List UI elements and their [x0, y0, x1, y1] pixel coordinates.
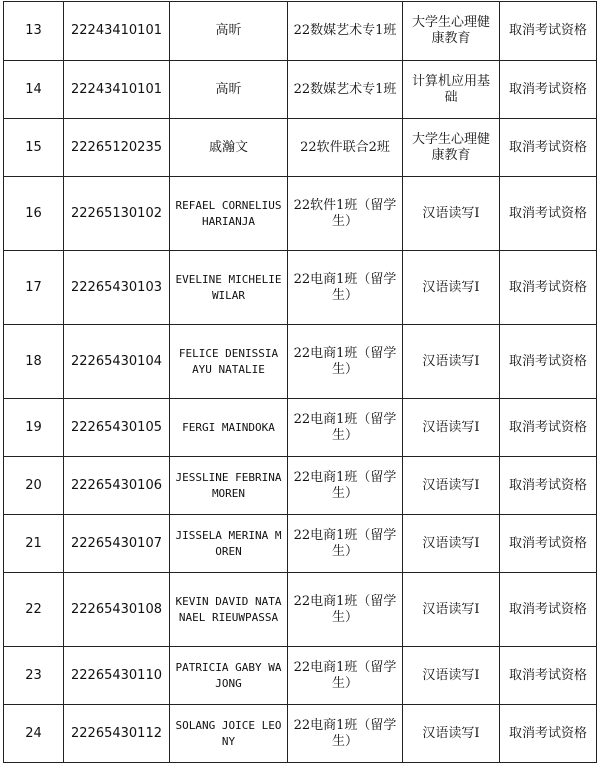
table-row — [4, 647, 597, 705]
student-name-cell: 高昕 — [170, 2, 288, 61]
course-name-cell: 汉语读写Ⅰ — [403, 325, 500, 399]
course-name-cell: 大学生心理健康教育 — [403, 2, 500, 61]
result-status-cell: 取消考试资格 — [500, 325, 597, 399]
table-row — [4, 705, 597, 763]
row-number-cell: 13 — [4, 2, 64, 61]
row-number-cell: 19 — [4, 399, 64, 457]
class-name-cell: 22电商1班（留学生） — [288, 325, 403, 399]
student-id-cell: 22265430103 — [64, 251, 170, 325]
row-number-cell: 20 — [4, 457, 64, 515]
class-name-cell: 22软件1班（留学生） — [288, 177, 403, 251]
student-name-cell: 戚瀚文 — [170, 119, 288, 177]
student-id-cell: 22243410101 — [64, 2, 170, 61]
row-number-cell: 17 — [4, 251, 64, 325]
student-id-cell: 22265120235 — [64, 119, 170, 177]
course-name-cell: 汉语读写Ⅰ — [403, 251, 500, 325]
result-status-cell: 取消考试资格 — [500, 2, 597, 61]
table-row — [4, 457, 597, 515]
result-status-cell: 取消考试资格 — [500, 61, 597, 119]
student-id-cell: 22265430110 — [64, 647, 170, 705]
student-id-cell: 22265430104 — [64, 325, 170, 399]
student-id-cell: 22265430106 — [64, 457, 170, 515]
student-name-cell: PATRICIA GABY WAJONG — [170, 647, 288, 705]
row-number-cell: 15 — [4, 119, 64, 177]
table-row — [4, 399, 597, 457]
result-status-cell: 取消考试资格 — [500, 399, 597, 457]
student-name-cell: 高昕 — [170, 61, 288, 119]
course-name-cell: 汉语读写Ⅰ — [403, 457, 500, 515]
course-name-cell: 汉语读写Ⅰ — [403, 705, 500, 763]
row-number-cell: 14 — [4, 61, 64, 119]
class-name-cell: 22电商1班（留学生） — [288, 705, 403, 763]
course-name-cell: 汉语读写Ⅰ — [403, 515, 500, 573]
class-name-cell: 22数媒艺术专1班 — [288, 61, 403, 119]
class-name-cell: 22电商1班（留学生） — [288, 457, 403, 515]
class-name-cell: 22电商1班（留学生） — [288, 515, 403, 573]
result-status-cell: 取消考试资格 — [500, 647, 597, 705]
table-row — [4, 119, 597, 177]
student-id-cell: 22265430108 — [64, 573, 170, 647]
table-body — [4, 2, 597, 763]
student-id-cell: 22265430107 — [64, 515, 170, 573]
row-number-cell: 24 — [4, 705, 64, 763]
result-status-cell: 取消考试资格 — [500, 177, 597, 251]
course-name-cell: 汉语读写Ⅰ — [403, 573, 500, 647]
student-name-cell: SOLANG JOICE LEONY — [170, 705, 288, 763]
class-name-cell: 22电商1班（留学生） — [288, 251, 403, 325]
course-name-cell: 汉语读写Ⅰ — [403, 177, 500, 251]
table-row — [4, 61, 597, 119]
student-name-cell: KEVIN DAVID NATANAEL RIEUWPASSA — [170, 573, 288, 647]
course-name-cell: 计算机应用基础 — [403, 61, 500, 119]
result-status-cell: 取消考试资格 — [500, 251, 597, 325]
result-status-cell: 取消考试资格 — [500, 457, 597, 515]
table-row — [4, 2, 597, 61]
class-name-cell: 22数媒艺术专1班 — [288, 2, 403, 61]
student-name-cell: JESSLINE FEBRINA MOREN — [170, 457, 288, 515]
row-number-cell: 23 — [4, 647, 64, 705]
student-name-cell: JISSELA MERINA MOREN — [170, 515, 288, 573]
row-number-cell: 22 — [4, 573, 64, 647]
student-id-cell: 22265130102 — [64, 177, 170, 251]
row-number-cell: 21 — [4, 515, 64, 573]
table-row — [4, 251, 597, 325]
result-status-cell: 取消考试资格 — [500, 515, 597, 573]
student-id-cell: 22265430112 — [64, 705, 170, 763]
result-status-cell: 取消考试资格 — [500, 705, 597, 763]
student-id-cell: 22265430105 — [64, 399, 170, 457]
class-name-cell: 22电商1班（留学生） — [288, 399, 403, 457]
student-id-cell: 22243410101 — [64, 61, 170, 119]
table-row — [4, 515, 597, 573]
table-row — [4, 177, 597, 251]
class-name-cell: 22电商1班（留学生） — [288, 647, 403, 705]
result-status-cell: 取消考试资格 — [500, 573, 597, 647]
table-row — [4, 573, 597, 647]
row-number-cell: 18 — [4, 325, 64, 399]
result-status-cell: 取消考试资格 — [500, 119, 597, 177]
course-name-cell: 大学生心理健康教育 — [403, 119, 500, 177]
exam-disqualification-table — [3, 1, 597, 763]
course-name-cell: 汉语读写Ⅰ — [403, 399, 500, 457]
student-name-cell: FERGI MAINDOKA — [170, 399, 288, 457]
course-name-cell: 汉语读写Ⅰ — [403, 647, 500, 705]
table-row — [4, 325, 597, 399]
class-name-cell: 22软件联合2班 — [288, 119, 403, 177]
student-name-cell: FELICE DENISSIA AYU NATALIE — [170, 325, 288, 399]
class-name-cell: 22电商1班（留学生） — [288, 573, 403, 647]
row-number-cell: 16 — [4, 177, 64, 251]
student-name-cell: REFAEL CORNELIUS HARIANJA — [170, 177, 288, 251]
student-name-cell: EVELINE MICHELIE WILAR — [170, 251, 288, 325]
